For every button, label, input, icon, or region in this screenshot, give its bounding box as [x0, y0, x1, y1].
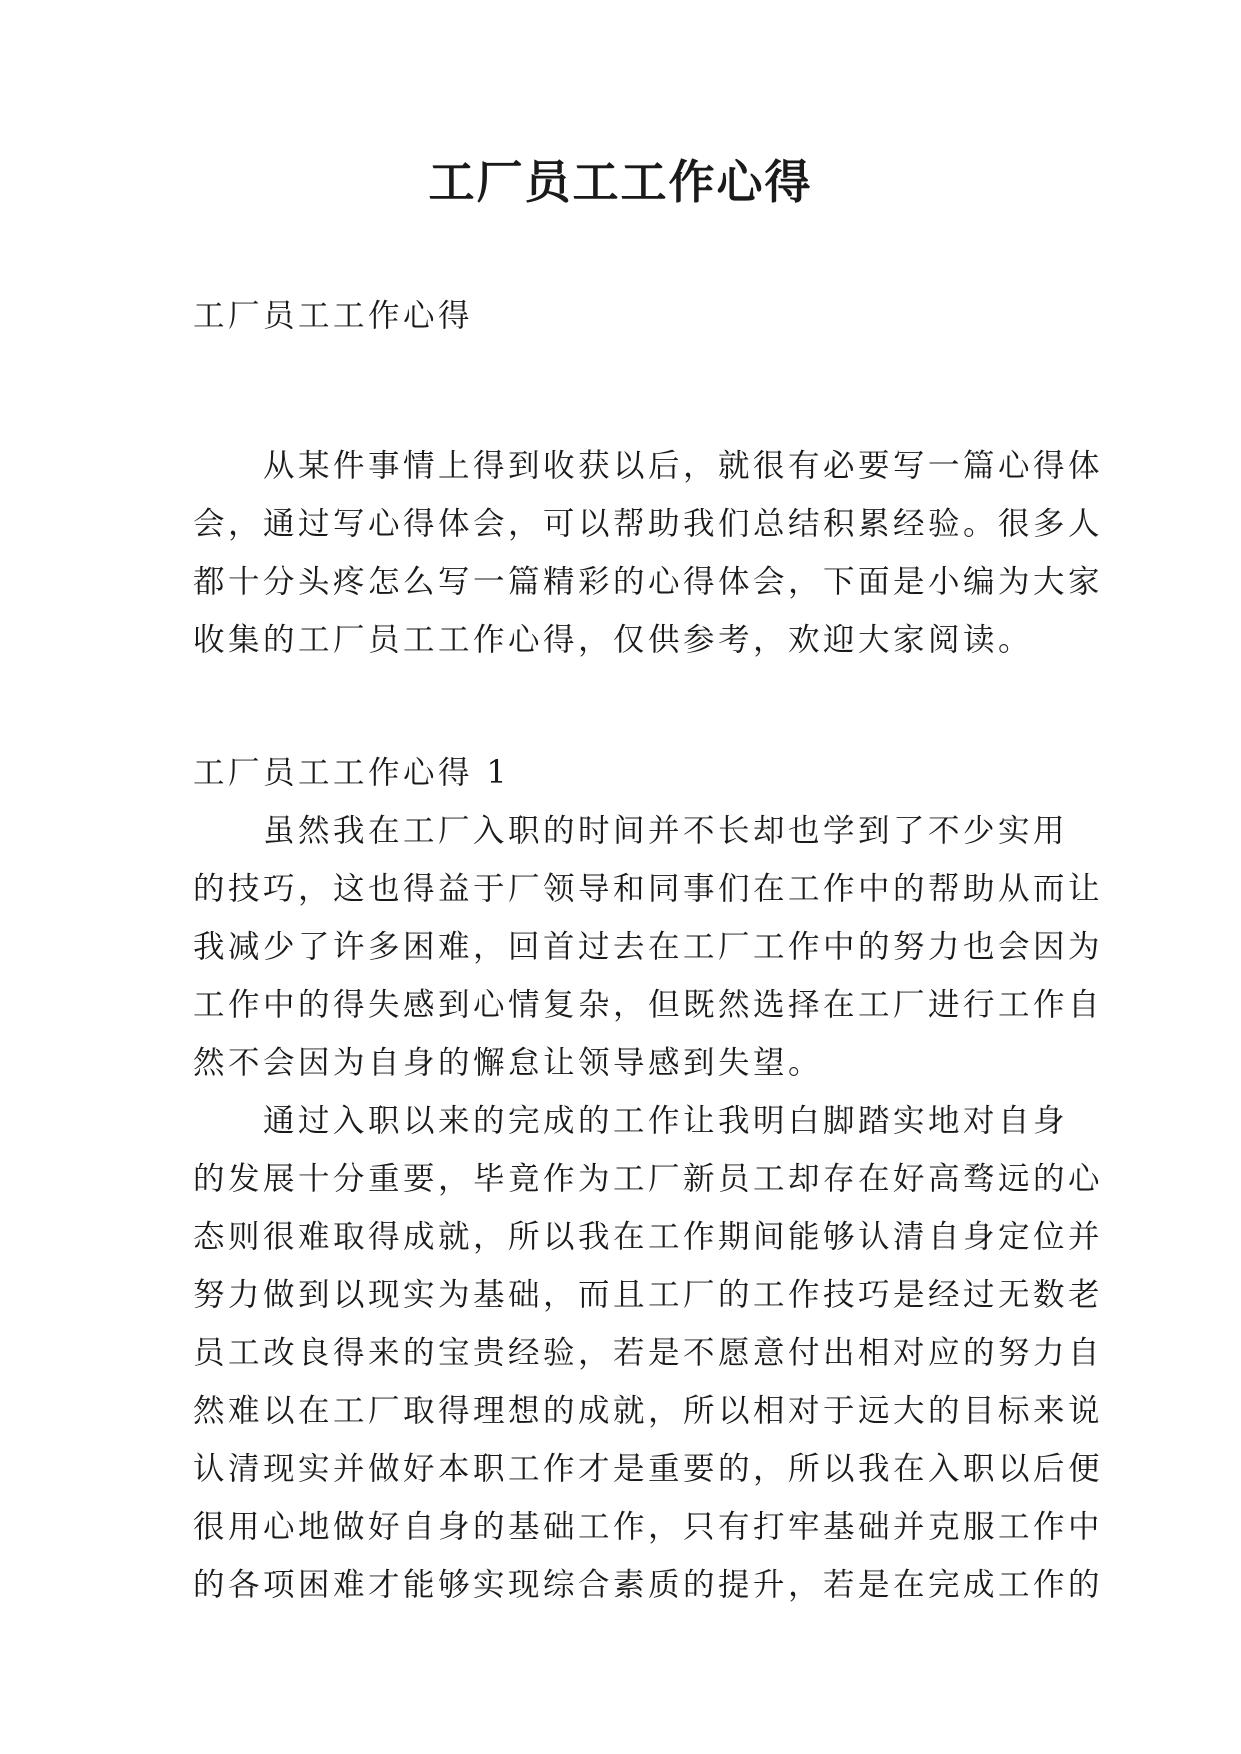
paragraph-line: 态则很难取得成就，所以我在工作期间能够认清自身定位并: [193, 1219, 1104, 1255]
paragraph-line: 很用心地做好自身的基础工作，只有打牢基础并克服工作中: [193, 1509, 1104, 1545]
paragraph-line: 员工改良得来的宝贵经验，若是不愿意付出相对应的努力自: [193, 1335, 1104, 1371]
paragraph-line: 工作中的得失感到心情复杂，但既然选择在工厂进行工作自: [193, 987, 1104, 1023]
intro-line: 从某件事情上得到收获以后，就很有必要写一篇心得体: [263, 448, 1104, 484]
document-subtitle: 工厂员工工作心得: [193, 298, 474, 334]
paragraph-line: 通过入职以来的完成的工作让我明白脚踏实地对自身: [263, 1103, 1069, 1139]
paragraph-line: 的各项困难才能够实现综合素质的提升，若是在完成工作的: [193, 1567, 1104, 1603]
paragraph-line: 的发展十分重要，毕竟作为工厂新员工却存在好高骛远的心: [193, 1161, 1104, 1197]
intro-line: 收集的工厂员工工作心得，仅供参考，欢迎大家阅读。: [193, 622, 1034, 658]
intro-line: 会，通过写心得体会，可以帮助我们总结积累经验。很多人: [193, 506, 1104, 542]
paragraph-line: 认清现实并做好本职工作才是重要的，所以我在入职以后便: [193, 1451, 1104, 1487]
paragraph-line: 然难以在工厂取得理想的成就，所以相对于远大的目标来说: [193, 1393, 1104, 1429]
section-heading: 工厂员工工作心得 1: [193, 755, 511, 791]
paragraph-line: 虽然我在工厂入职的时间并不长却也学到了不少实用: [263, 813, 1069, 849]
intro-line: 都十分头疼怎么写一篇精彩的心得体会，下面是小编为大家: [193, 564, 1104, 600]
intro-paragraph: [193, 437, 1104, 669]
paragraph-1: [193, 802, 1104, 1092]
paragraph-line: 努力做到以现实为基础，而且工厂的工作技巧是经过无数老: [193, 1277, 1104, 1313]
paragraph-line: 的技巧，这也得益于厂领导和同事们在工作中的帮助从而让: [193, 871, 1104, 907]
paragraph-2: [193, 1092, 1104, 1614]
document-title: 工厂员工工作心得: [428, 155, 813, 209]
paragraph-line: 然不会因为自身的懈怠让领导感到失望。: [193, 1045, 824, 1081]
paragraph-line: 我减少了许多困难，回首过去在工厂工作中的努力也会因为: [193, 929, 1104, 965]
document-body: [193, 287, 1104, 1614]
